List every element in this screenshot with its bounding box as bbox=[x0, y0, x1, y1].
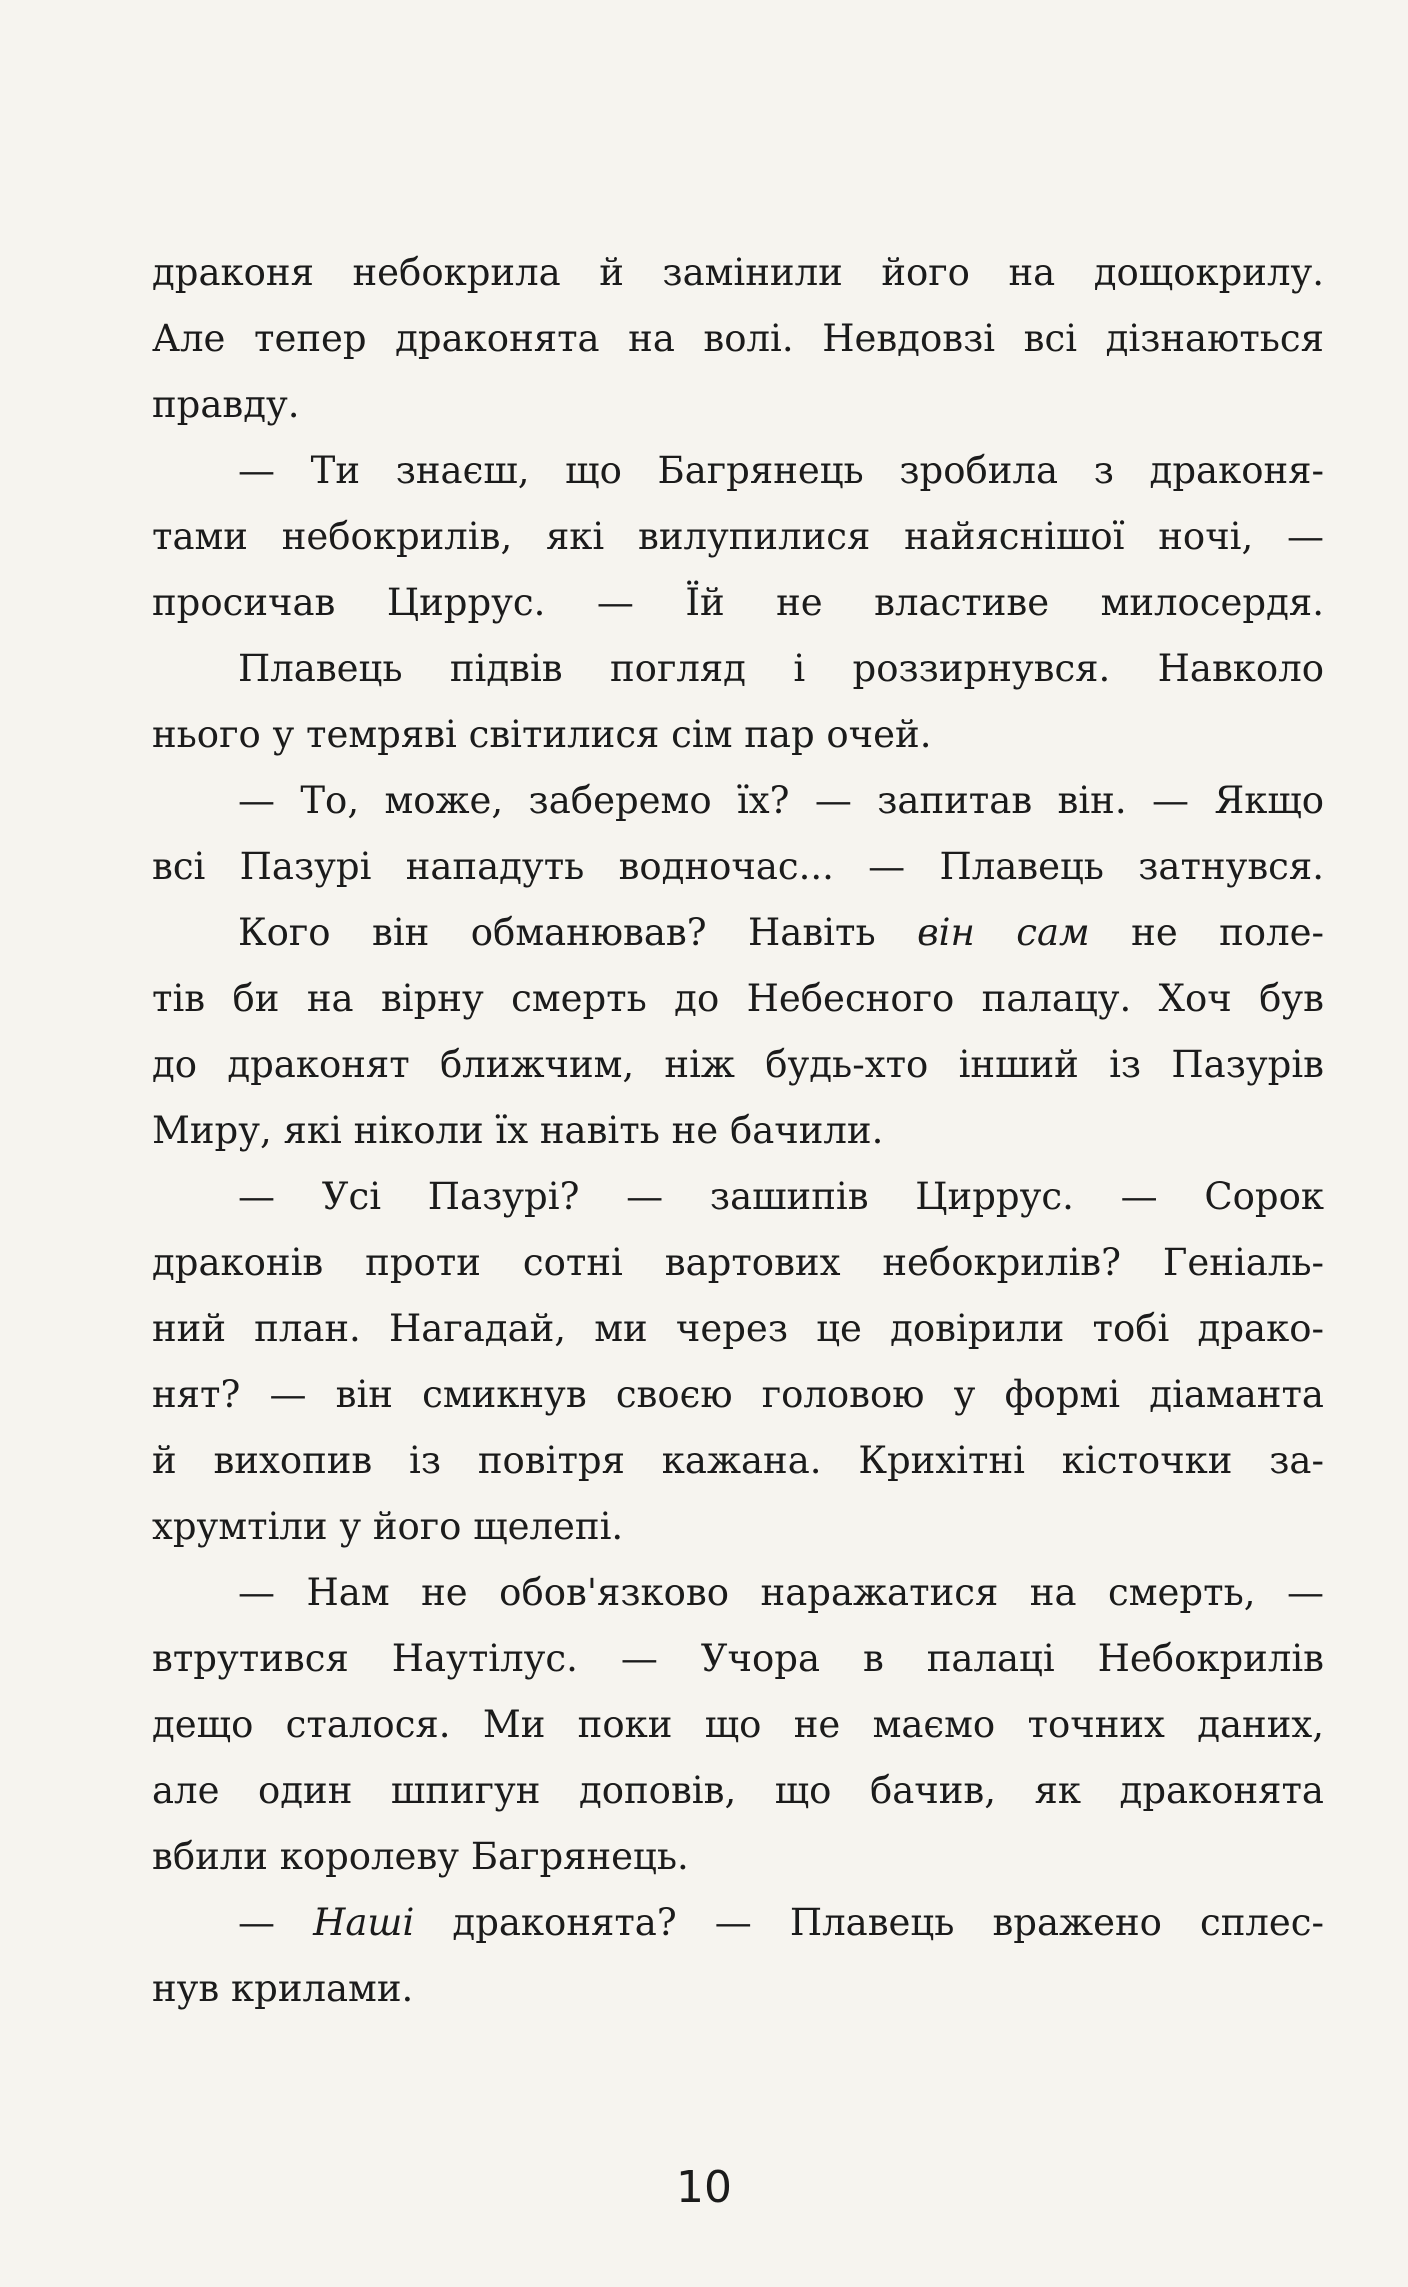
page-number: 10 bbox=[676, 2162, 732, 2213]
text-line: до драконят ближчим, ніж будь-хто інший із Пазурів bbox=[152, 1043, 1324, 1086]
text-line: — Ти знаєш, що Багрянець зробила з драконя- bbox=[238, 449, 1324, 492]
text-line: нят? — він смикнув своєю головою у формі діаманта bbox=[152, 1373, 1324, 1416]
text-line: драконя небокрила й замінили його на дощокрилу. bbox=[152, 251, 1324, 294]
text-line: — Нам не обов'язково наражатися на смерть, — bbox=[238, 1571, 1324, 1614]
text-line: тів би на вірну смерть до Небесного палацу. Хоч був bbox=[152, 977, 1324, 1020]
text-line: всі Пазурі нападуть водночас... — Плавець затнувся. bbox=[152, 845, 1324, 888]
text-line: хрумтіли у його щелепі. bbox=[152, 1505, 624, 1548]
italic-emphasis: Наші bbox=[313, 1901, 415, 1944]
text-line: — То, може, заберемо їх? — запитав він. — Якщо bbox=[238, 779, 1324, 822]
text-line: й вихопив із повітря кажана. Крихітні кісточки за- bbox=[152, 1439, 1324, 1482]
text-line: ний план. Нагадай, ми через це довірили тобі драко- bbox=[152, 1307, 1324, 1350]
text-line: Але тепер драконята на волі. Невдовзі всі дізнаються bbox=[152, 317, 1324, 360]
text-line: але один шпигун доповів, що бачив, як драконята bbox=[152, 1769, 1324, 1812]
text-run: драконята? — Плавець вражено сплес- bbox=[452, 1901, 1324, 1944]
italic-emphasis: він сам bbox=[917, 911, 1090, 954]
text-run: Кого він обманював? Навіть bbox=[238, 911, 876, 954]
text-line: нього у темряві світилися сім пар очей. bbox=[152, 713, 932, 756]
text-run: — bbox=[238, 1901, 275, 1944]
text-line: Миру, які ніколи їх навіть не бачили. bbox=[152, 1109, 884, 1152]
text-line bbox=[152, 900, 1324, 966]
text-line: втрутився Наутілус. — Учора в палаці Небокрилів bbox=[152, 1637, 1324, 1680]
text-line: — Усі Пазурі? — зашипів Циррус. — Сорок bbox=[238, 1175, 1324, 1218]
text-line: тами небокрилів, які вилупилися найяснішої ночі, — bbox=[152, 515, 1324, 558]
text-run: не поле- bbox=[1131, 911, 1324, 954]
text-line: нув крилами. bbox=[152, 1967, 414, 2010]
text-line: правду. bbox=[152, 383, 300, 426]
text-line: вбили королеву Багрянець. bbox=[152, 1835, 689, 1878]
text-line: Плавець підвів погляд і роззирнувся. Навколо bbox=[238, 647, 1324, 690]
text-line: дещо сталося. Ми поки що не маємо точних даних, bbox=[152, 1703, 1324, 1746]
text-line bbox=[152, 1890, 1324, 1956]
text-line: просичав Циррус. — Їй не властиве милосердя. bbox=[152, 581, 1324, 624]
text-line: драконів проти сотні вартових небокрилів? Геніаль- bbox=[152, 1241, 1324, 1284]
